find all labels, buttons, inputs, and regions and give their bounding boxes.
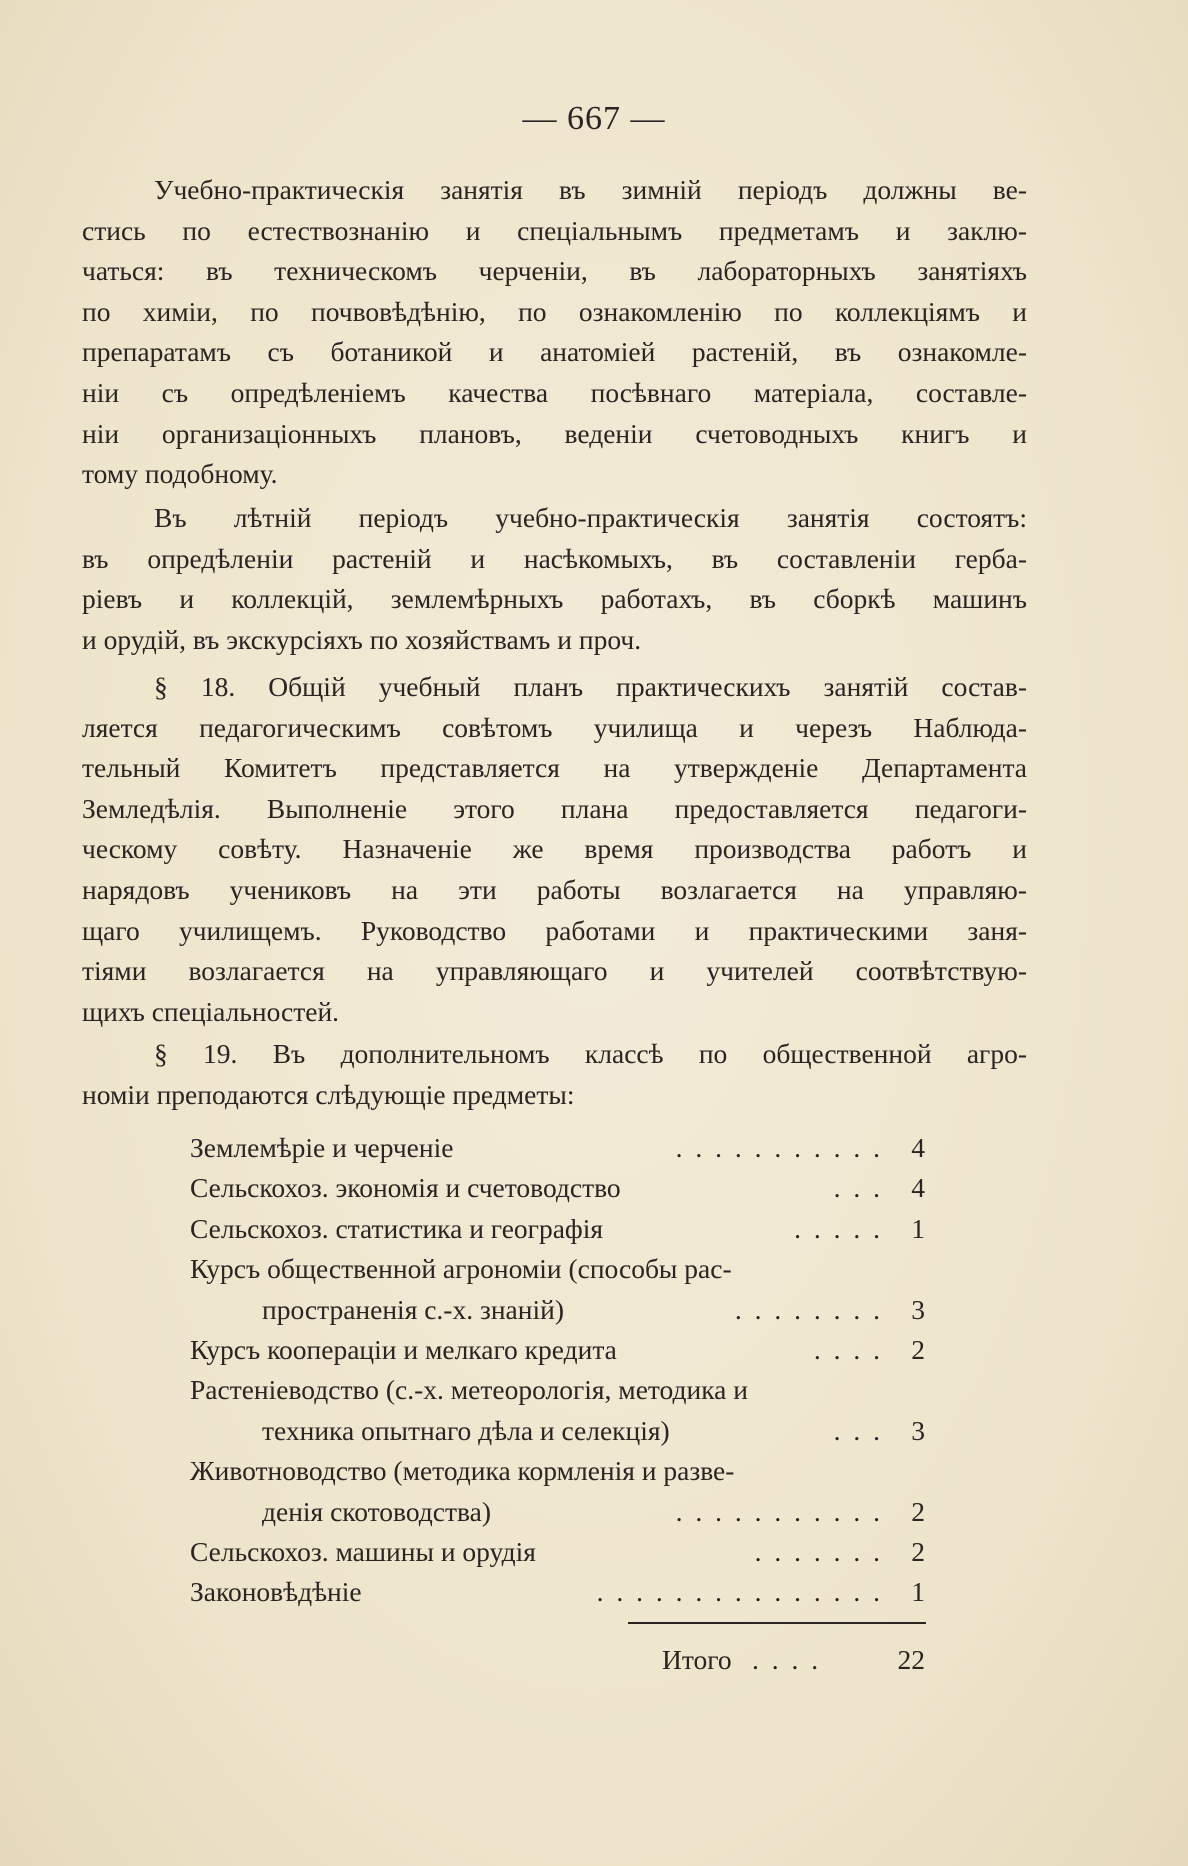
text-line: Учебно-практическія занятія въ зимній періодъ должны ве- [154, 174, 1027, 205]
text-line: и орудій, въ экскурсіяхъ по хозяйствамъ и проч. [82, 623, 642, 655]
subject-label: техника опытнаго дѣла и селекція) [262, 1414, 670, 1446]
subject-hours: 3 [911, 1293, 925, 1325]
leader-dots: . . . . . [794, 1212, 883, 1244]
subject-row [190, 1532, 925, 1572]
total-divider-line [628, 1622, 926, 1624]
text-line: щаго училищемъ. Руководство работами и практическими заня- [82, 914, 1027, 946]
subject-label: пространенія с.-х. знаній) [262, 1293, 564, 1325]
leader-dots: . . . . . . . [754, 1535, 883, 1567]
text-line: по химіи, по почвовѣдѣнію, по ознакомленію по коллекціямъ и [82, 295, 1027, 327]
subject-hours: 3 [911, 1414, 925, 1446]
subject-row [190, 1492, 925, 1532]
page-number: — 667 — [522, 100, 666, 137]
text-line: чаться: въ техническомъ черченіи, въ лабораторныхъ занятіяхъ [82, 255, 1027, 287]
subject-label: Землемѣріе и черченіе [190, 1132, 454, 1163]
subject-label: Курсъ коопераціи и мелкаго кредита [190, 1333, 617, 1365]
subject-row [190, 1370, 925, 1410]
subject-hours: 1 [911, 1576, 925, 1608]
subject-row [190, 1330, 925, 1370]
subject-hours: 2 [911, 1535, 925, 1567]
subject-row [190, 1411, 925, 1451]
text-line: Въ лѣтній періодъ учебно-практическія занятія состоятъ: [154, 502, 1027, 533]
subject-hours: 4 [911, 1132, 925, 1163]
text-line: номіи преподаются слѣдующіе предметы: [82, 1078, 575, 1110]
paragraph-section-19 [82, 1034, 1027, 1115]
total-row [662, 1640, 925, 1680]
subject-row [190, 1128, 925, 1168]
leader-dots: . . . . . . . . . . . . . . . [596, 1576, 883, 1608]
text-line: препаратамъ съ ботаникой и анатоміей растеній, въ ознакомле- [82, 336, 1027, 368]
subject-label: Курсъ общественной агрономіи (способы рас- [190, 1253, 732, 1285]
leader-dots: . . . . . . . . [734, 1293, 883, 1325]
subject-label: Животноводство (методика кормленія и разве- [190, 1455, 735, 1487]
text-line: въ опредѣленіи растеній и насѣкомыхъ, въ составленіи герба- [82, 542, 1027, 574]
subject-row [190, 1168, 925, 1208]
text-line: стись по естествознанію и спеціальнымъ предметамъ и заклю- [82, 214, 1027, 246]
paragraph-section-18 [82, 667, 1027, 1032]
text-line: тельный Комитетъ представляется на утвержденіе Департамента [82, 752, 1027, 784]
subject-hours: 4 [911, 1172, 925, 1204]
subject-label: Сельскохоз. экономія и счетоводство [190, 1172, 621, 1204]
subject-label: Сельскохоз. статистика и географія [190, 1212, 604, 1244]
text-line: § 18. Общій учебный планъ практическихъ занятій состав- [154, 671, 1027, 702]
total-hours: 22 [897, 1644, 925, 1675]
subject-row [190, 1209, 925, 1249]
text-line: ніи съ опредѣленіемъ качества посѣвнаго матеріала, составле- [82, 376, 1027, 408]
text-line: тіями возлагается на управляющаго и учителей соотвѣтствую- [82, 955, 1027, 987]
total-leader-dots: . . . . [752, 1644, 822, 1675]
subject-label: Законовѣдѣніе [190, 1576, 362, 1608]
total-label: Итого [662, 1644, 732, 1675]
text-line: нарядовъ учениковъ на эти работы возлагается на управляю- [82, 873, 1027, 905]
text-line: тому подобному. [82, 458, 278, 490]
text-line: Земледѣлія. Выполненіе этого плана предоставляется педагоги- [82, 792, 1027, 824]
leader-dots: . . . [833, 1414, 883, 1446]
paragraph-summer-studies [82, 498, 1027, 660]
text-line: ляется педагогическимъ совѣтомъ училища и черезъ Наблюда- [82, 711, 1027, 743]
text-line: § 19. Въ дополнительномъ классѣ по общественной агро- [154, 1038, 1027, 1069]
subject-hours: 2 [911, 1495, 925, 1527]
leader-dots: . . . . . . . . . . . [675, 1132, 883, 1163]
paragraph-winter-studies [82, 170, 1027, 495]
subject-row [190, 1572, 925, 1612]
subject-label: Сельскохоз. машины и орудія [190, 1535, 536, 1567]
subject-hours: 2 [911, 1333, 925, 1365]
subject-row [190, 1451, 925, 1491]
subject-row [190, 1249, 925, 1289]
text-line: ріевъ и коллекцій, землемѣрныхъ работахъ, въ сборкѣ машинъ [82, 583, 1027, 615]
subject-label: Растеніеводство (с.-х. метеорологія, методика и [190, 1374, 748, 1406]
text-line: ческому совѣту. Назначеніе же время производства работъ и [82, 833, 1027, 865]
text-line: ніи организаціонныхъ плановъ, веденіи счетоводныхъ книгъ и [82, 417, 1027, 449]
subjects-hours-table [190, 1128, 925, 1613]
leader-dots: . . . . [813, 1333, 883, 1365]
subject-label: денія скотоводства) [262, 1495, 491, 1527]
leader-dots: . . . . . . . . . . . [675, 1495, 883, 1527]
leader-dots: . . . [833, 1172, 883, 1204]
text-line: щихъ спеціальностей. [82, 995, 340, 1027]
subject-row [190, 1290, 925, 1330]
subject-hours: 1 [911, 1212, 925, 1244]
